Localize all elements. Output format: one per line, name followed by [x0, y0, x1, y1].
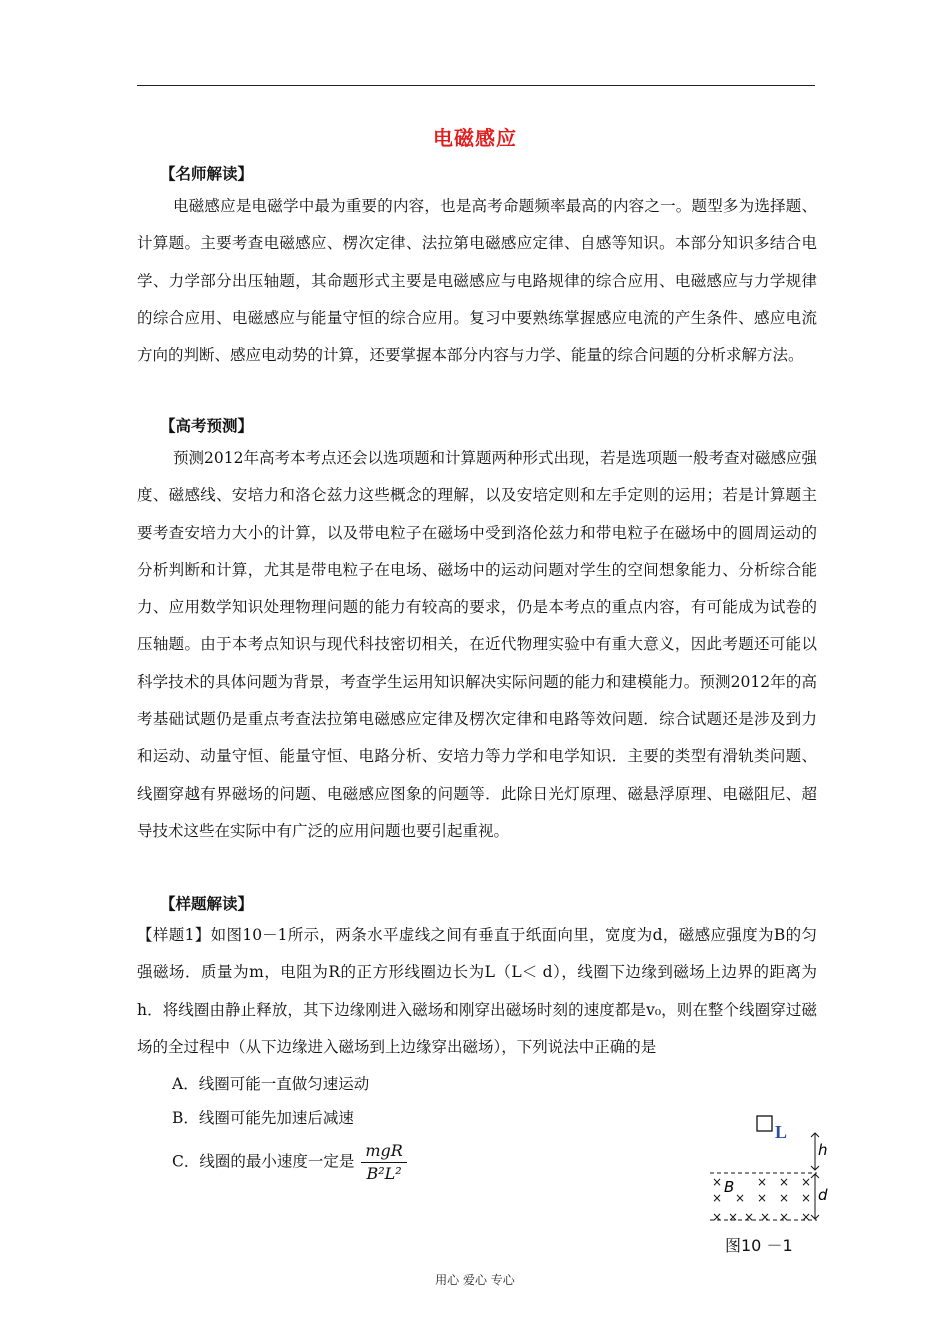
- field-x-mark: ×: [779, 1210, 790, 1224]
- section-heading-example: 【样题解读】: [160, 895, 254, 913]
- formula-denominator: B²L²: [366, 1164, 402, 1183]
- option-a: A．线圈可能一直做匀速运动: [172, 1075, 370, 1093]
- field-x-mark: ×: [801, 1175, 812, 1189]
- d-label: d: [818, 1186, 828, 1204]
- option-c: [172, 1140, 407, 1185]
- field-x-mark: ×: [712, 1191, 723, 1205]
- field-x-mark: ×: [712, 1175, 723, 1189]
- field-x-mark: ×: [757, 1191, 768, 1205]
- field-x-mark: ×: [779, 1175, 790, 1189]
- paragraph-forecast: 预测2012年高考本考点还会以选项题和计算题两种形式出现，若是选项题一般考查对磁感应强度、磁感线、安培力和洛仑兹力这些概念的理解，以及安培定则和左手定则的运用；若是计算题主要考查安培力大小的计算，以及带电粒子在磁场中受到洛伦兹力和带电粒子在磁场中的圆周运动的分析判断和计算，尤其是带电粒子在电场、磁场中的运动问题对学生的空间想象能力、分析综合能力、应用数学知识处理物理问题的能力有较高的要求，仍是本考点的重点内容，有可能成为试卷的压轴题。由于本考点知识与现代科技密切相关，在近代物理实验中有重大意义，因此考题还可能以科学技术的具体问题为背景，考查学生运用知识解决实际问题的能力和建模能力。预测2012年的高考基础试题仍是重点考查法拉第电磁感应定律及楞次定律和电路等效问题．综合试题还是涉及到力和运动、动量守恒、能量守恒、电路分析、安培力等力学和电学知识．主要的类型有滑轨类问题、线圈穿越有界磁场的问题、电磁感应图象的问题等．此除日光灯原理、磁悬浮原理、电磁阻尼、超导技术这些在实际中有广泛的应用问题也要引起重视。: [137, 449, 817, 840]
- option-c-text: C．线圈的最小速度一定是: [172, 1152, 355, 1171]
- paragraph-example: 【样题1】如图10－1所示，两条水平虚线之间有垂直于纸面向里，宽度为d，磁感应强度为B的匀强磁场．质量为m，电阻为R的正方形线圈边长为L（L＜ d），线圈下边缘到磁场上边界的距离为h．将线圈由静止释放，其下边缘刚进入磁场和刚穿出磁场时刻的速度都是v₀，则在整个线圈穿过磁场的全过程中（从下边缘进入磁场到上边缘穿出磁场），下列说法中正确的是: [137, 926, 817, 1056]
- formula-numerator: mgR: [361, 1140, 406, 1163]
- b-label: B: [724, 1178, 735, 1196]
- coil-square: [757, 1116, 772, 1131]
- paragraph-teacher: 电磁感应是电磁学中最为重要的内容，也是高考命题频率最高的内容之一。题型多为选择题、计算题。主要考查电磁感应、楞次定律、法拉第电磁感应定律、自感等知识。本部分知识多结合电学、力学部分出压轴题，其命题形式主要是电磁感应与电路规律的综合应用、电磁感应与力学规律的综合应用、电磁感应与能量守恒的综合应用。复习中要熟练掌握感应电流的产生条件、感应电流方向的判断、感应电动势的计算，还要掌握本部分内容与力学、能量的综合问题的分析求解方法。: [137, 197, 817, 365]
- field-x-mark: ×: [779, 1191, 790, 1205]
- field-x-mark: ×: [728, 1210, 739, 1224]
- coil-label: L: [775, 1122, 788, 1142]
- min-speed-formula: [361, 1140, 406, 1185]
- field-x-mark: ×: [712, 1210, 723, 1224]
- field-x-mark: ×: [801, 1191, 812, 1205]
- page-title: 电磁感应: [433, 126, 517, 150]
- field-x-mark: ×: [735, 1191, 746, 1205]
- field-x-mark: ×: [760, 1210, 771, 1224]
- h-label: h: [818, 1141, 828, 1159]
- section-heading-forecast: 【高考预测】: [160, 417, 254, 435]
- page-footer: 用心 爱心 专心: [435, 1273, 515, 1287]
- field-x-mark: ×: [757, 1175, 768, 1189]
- option-b: B．线圈可能先加速后减速: [172, 1109, 354, 1127]
- field-x-mark: ×: [744, 1210, 755, 1224]
- header-rule: [137, 85, 815, 86]
- figure-caption: 图10 －1: [725, 1236, 793, 1255]
- section-heading-teacher: 【名师解读】: [160, 165, 254, 183]
- field-x-mark: ×: [801, 1210, 812, 1224]
